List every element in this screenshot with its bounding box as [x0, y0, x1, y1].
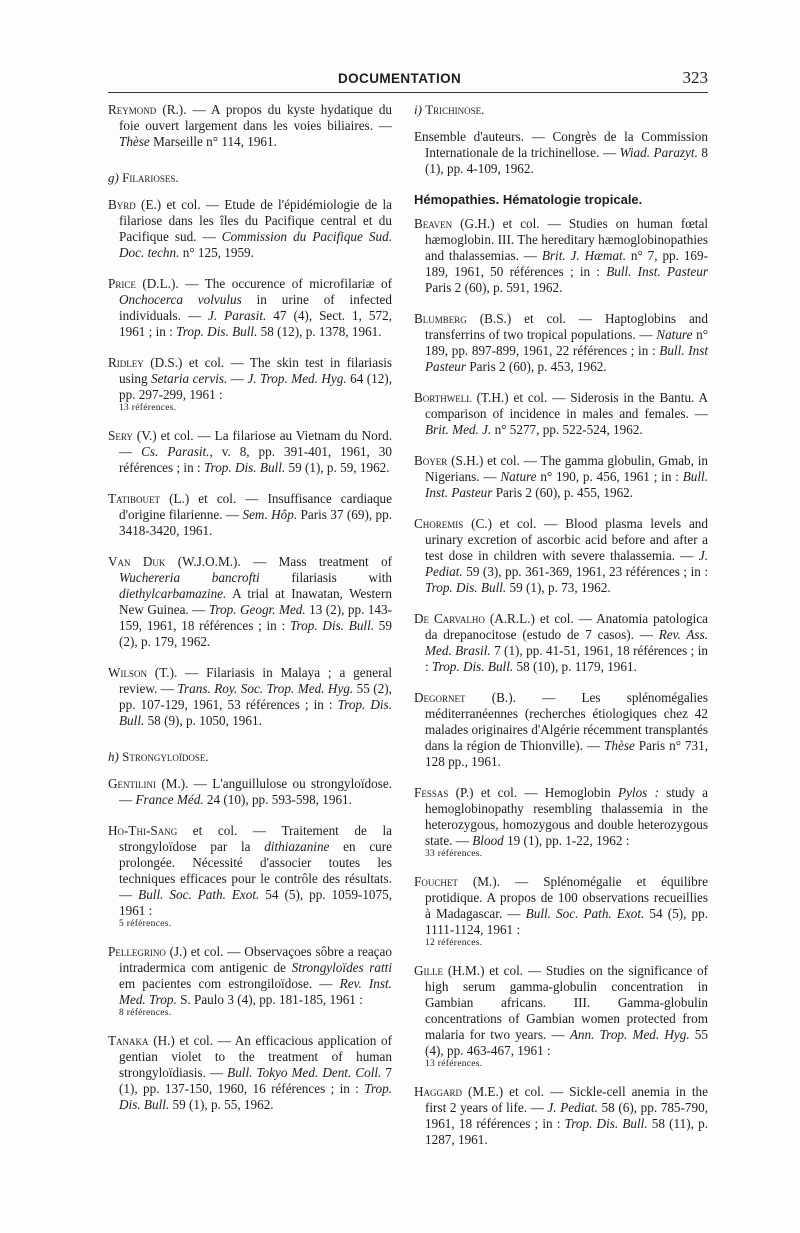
reference-count: 13 références.	[425, 1059, 483, 1069]
left-column	[108, 102, 392, 1128]
section-heading: Hémopathies. Hématologie tropicale.	[414, 192, 643, 207]
reference-entry: Ensemble d'auteurs. — Congrès de la Commission Internationale de la trichinellose. — Wiad. Parazyt. 8 (1), pp. 4-109, 1962.	[414, 129, 709, 176]
reference-entry: Haggard (M.E.) et col. — Sickle-cell anemia in the first 2 years of life. — J. Pediat. 58 (6), pp. 785-790, 1961, 18 références ; in : Trop. Dis. Bull. 58 (11), p. 1287, 1961.	[414, 1084, 708, 1147]
reference-count: 5 références.	[119, 919, 172, 929]
reference-entry: Van Duk (W.J.O.M.). — Mass treatment of Wuchereria bancrofti filariasis with diethylcarbamazine. A trial at Inawatan, Western New Guinea. — Trop. Geogr. Med. 13 (2), pp. 143-159, 1961, 18 références ; in : Trop. Dis. Bull. 59 (2), p. 179, 1962.	[108, 554, 393, 649]
reference-count: 13 références.	[119, 403, 177, 413]
page-number: 323	[682, 68, 708, 87]
reference-entry: Choremis (C.) et col. — Blood plasma levels and urinary excretion of ascorbic acid before and after a test dose in children with severe thalassemia. — J. Pediat. 59 (3), pp. 361-369, 1961, 23 références ; in : Trop. Dis. Bull. 59 (1), p. 73, 1962.	[414, 516, 708, 595]
page-header	[108, 68, 708, 93]
subsection-heading: g) Filarioses.	[108, 170, 179, 185]
reference-entry: Reymond (R.). — A propos du kyste hydatique du foie ouvert largement dans les voies biliaires. — Thèse Marseille n° 114, 1961.	[108, 102, 393, 149]
reference-entry: Degornet (B.). — Les splénomégalies méditerranéennes (recherches étiologiques chez 42 malades originaires d'Algérie récemment transplantés dans la région de Thionville). — Thèse Paris n° 731, 128 pp., 1961.	[414, 690, 708, 769]
running-title: DOCUMENTATION	[338, 71, 462, 86]
reference-entry: Tanaka (H.) et col. — An efficacious application of gentian violet to the treatment of human strongyloïdiasis. — Bull. Tokyo Med. Dent. Coll. 7 (1), pp. 137-150, 1960, 16 références ; in : Trop. Dis. Bull. 59 (1), p. 55, 1962.	[108, 1033, 393, 1112]
reference-entry: Beaven (G.H.) et col. — Studies on human fœtal hæmoglobin. III. The hereditary hæmoglobinopathies and thalassemias. — Brit. J. Hæmat. n° 7, pp. 169-189, 1961, 50 références ; in : Bull. Inst. Pasteur Paris 2 (60), p. 591, 1962.	[414, 216, 708, 295]
reference-entry: Ridley (D.S.) et col. — The skin test in filariasis using Setaria cervis. — J. Trop. Med. Hyg. 64 (12), pp. 297-299, 1961 : 13 références.	[108, 355, 392, 413]
reference-count: 8 références.	[119, 1008, 172, 1018]
reference-entry: Blumberg (B.S.) et col. — Haptoglobins and transferrins of two tropical populations. — Nature n° 189, pp. 897-899, 1961, 22 références ; in : Bull. Inst Pasteur Paris 2 (60), p. 453, 1962.	[414, 311, 708, 374]
reference-entry: Wilson (T.). — Filariasis in Malaya ; a general review. — Trans. Roy. Soc. Trop. Med. Hyg. 55 (2), pp. 107-129, 1961, 53 références ; in : Trop. Dis. Bull. 58 (9), p. 1050, 1961.	[108, 665, 392, 728]
reference-entry: Ho-Thi-Sang et col. — Traitement de la strongyloïdose par la dithiazanine en cure prolongée. Nécessité d'associer toutes les techniques efficaces pour le contrôle des résultats. — Bull. Soc. Path. Exot. 54 (5), pp. 1059-1075, 1961 : 5 références.	[108, 823, 393, 929]
reference-entry: Tatibouet (L.) et col. — Insuffisance cardiaque d'origine filarienne. — Sem. Hôp. Paris 37 (69), pp. 3418-3420, 1961.	[108, 491, 392, 538]
reference-count: 12 références.	[425, 938, 483, 948]
subsection-heading: i) Trichinose.	[414, 102, 485, 117]
reference-entry: Price (D.L.). — The occurence of microfilariæ of Onchocerca volvulus in urine of infected individuals. — J. Parasit. 47 (4), Sect. 1, 572, 1961 ; in : Trop. Dis. Bull. 58 (12), p. 1378, 1961.	[108, 276, 392, 339]
reference-entry: Byrd (E.) et col. — Etude de l'épidémiologie de la filariose dans les îles du Pacifique central et du Pacifique sud. — Commission du Pacifique Sud. Doc. techn. n° 125, 1959.	[108, 197, 393, 260]
reference-entry: Boyer (S.H.) et col. — The gamma globulin, Gmab, in Nigerians. — Nature n° 190, p. 456, 1961 ; in : Bull. Inst. Pasteur Paris 2 (60), p. 455, 1962.	[414, 453, 709, 500]
reference-entry: De Carvalho (A.R.L.) et col. — Anatomia patologica da drepanocitose (estudo de 7 casos). — Rev. Ass. Med. Brasil. 7 (1), pp. 41-51, 1961, 18 références ; in : Trop. Dis. Bull. 58 (10), p. 1179, 1961.	[414, 611, 708, 674]
reference-entry: Gille (H.M.) et col. — Studies on the significance of high serum gamma-globulin concentration in Gambian africans. III. Gamma-globulin concentrations of Gambian women protected from malaria for two years. — Ann. Trop. Med. Hyg. 55 (4), pp. 463-467, 1961 : 13 références.	[414, 963, 708, 1069]
reference-entry: Sery (V.) et col. — La filariose au Vietnam du Nord. — Cs. Parasit., v. 8, pp. 391-401, 1961, 30 références ; in : Trop. Dis. Bull. 59 (1), p. 59, 1962.	[108, 428, 392, 475]
reference-entry: Fessas (P.) et col. — Hemoglobin Pylos : study a hemoglobinopathy resembling thalassemia in the heterozygous, homozygous and double heterozygous state. — Blood 19 (1), pp. 1-22, 1962 : 33 références.	[414, 785, 708, 859]
subsection-heading: h) Strongyloïdose.	[108, 749, 209, 764]
right-column	[414, 102, 708, 1163]
reference-entry: Gentilini (M.). — L'anguillulose ou strongyloïdose. — France Méd. 24 (10), pp. 593-598, 1961.	[108, 776, 393, 807]
reference-count: 33 références.	[425, 849, 483, 859]
reference-entry: Pellegrino (J.) et col. — Observaçoes sôbre a reaçao intradermica com antigenic de Strongyloïdes ratti em pacientes com estrongiloïdose. — Rev. Inst. Med. Trop. S. Paulo 3 (4), pp. 181-185, 1961 : 8 références.	[108, 944, 392, 1018]
reference-entry: Borthwell (T.H.) et col. — Siderosis in the Bantu. A comparison of incidence in males and females. — Brit. Med. J. n° 5277, pp. 522-524, 1962.	[414, 390, 708, 437]
reference-entry: Fouchet (M.). — Splénomégalie et équilibre protidique. A propos de 100 observations recueillies à Madagascar. — Bull. Soc. Path. Exot. 54 (5), pp. 1111-1124, 1961 : 12 références.	[414, 874, 709, 948]
